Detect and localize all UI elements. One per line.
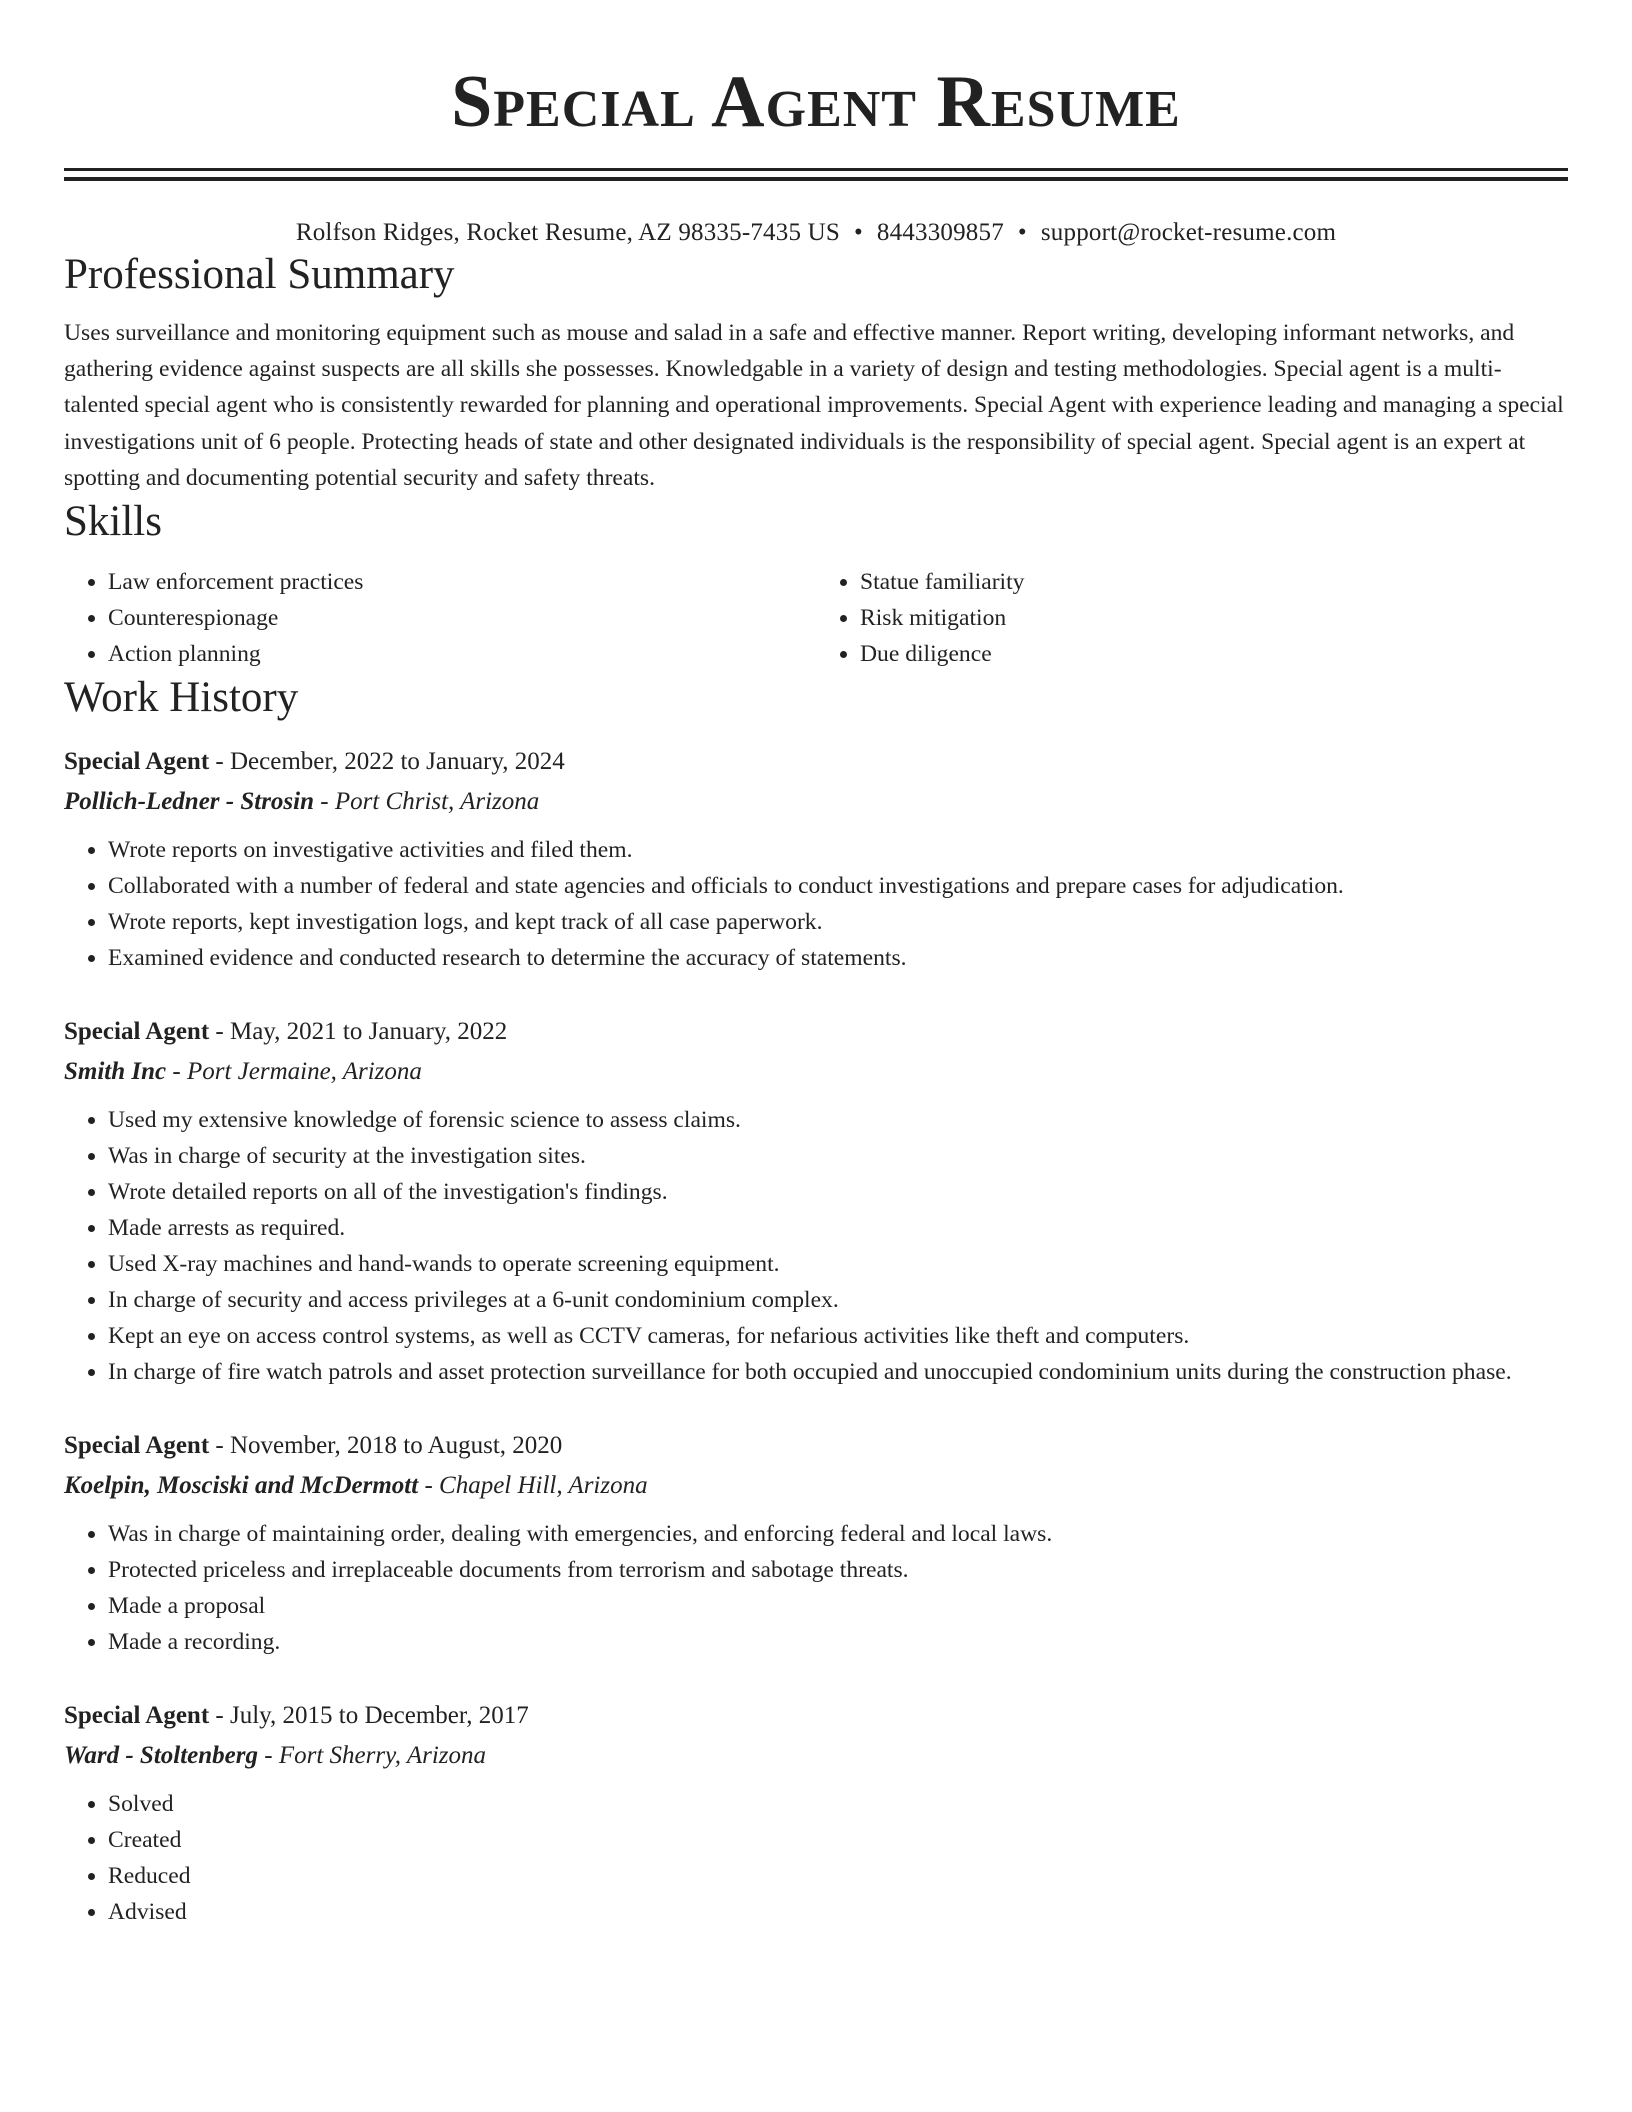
job-location: - Fort Sherry, Arizona (258, 1742, 487, 1770)
skill-item: • Action planning (108, 636, 816, 672)
skill-item: • Law enforcement practices (108, 564, 816, 600)
job-bullet: • Used my extensive knowledge of forensic science to assess claims. (108, 1102, 1568, 1138)
contact-address: Rolfson Ridges, Rocket Resume, AZ 98335-7435 US (295, 219, 840, 246)
contact-line (64, 217, 1568, 249)
job-bullet: • Wrote detailed reports on all of the investigation's findings. (108, 1174, 1568, 1210)
job-title-line (64, 1426, 1568, 1466)
job-bullet: • Wrote reports, kept investigation logs, and kept track of all case paperwork. (108, 904, 1568, 940)
job-company: Koelpin, Mosciski and McDermott (64, 1472, 419, 1500)
work-history-heading: Work History (64, 674, 299, 722)
job-dates: - May, 2021 to January, 2022 (209, 1018, 508, 1046)
job-bullets (64, 832, 1568, 976)
job-title: Special Agent (64, 1432, 210, 1460)
job-bullet: • Was in charge of security at the investigation sites. (108, 1138, 1568, 1174)
job-title: Special Agent (64, 1702, 210, 1730)
job-company: Ward - Stoltenberg (64, 1742, 258, 1770)
title-divider-thick (64, 177, 1568, 181)
job-bullet: • Made a proposal (108, 1588, 1568, 1624)
title-divider-thin (64, 168, 1568, 171)
job-title-line (64, 742, 1568, 782)
job-company: Smith Inc (64, 1058, 167, 1086)
job-dates: - July, 2015 to December, 2017 (209, 1702, 529, 1730)
job-bullet: • Collaborated with a number of federal and state agencies and officials to conduct investigations and prepare cases for adjudication. (108, 868, 1568, 904)
job-bullets (64, 1516, 1568, 1660)
job-entry (64, 742, 1568, 976)
skill-item: • Risk mitigation (860, 600, 1568, 636)
summary-text: Uses surveillance and monitoring equipment such as mouse and salad in a safe and effective manner. Report writing, developing informant networks, and gathering evidence against suspects are all skills she possesses. Knowledgable in a variety of design and testing methodologies. Special agent is a multi-talented special agent who is consistently rewarded for planning and operational improvements. Special Agent with experience leading and managing a special investigations unit of 6 people. Protecting heads of state and other designated individuals is the responsibility of special agent. Special agent is an expert at spotting and documenting potential security and safety threats. (64, 320, 1564, 491)
job-entry (64, 1696, 1568, 1930)
job-location: - Chapel Hill, Arizona (418, 1472, 648, 1500)
job-bullets (64, 1786, 1568, 1930)
job-bullet: • In charge of security and access privileges at a 6-unit condominium complex. (108, 1282, 1568, 1318)
job-entry (64, 1012, 1568, 1390)
job-bullet: • Used X-ray machines and hand-wands to operate screening equipment. (108, 1246, 1568, 1282)
skills-list (64, 564, 1568, 672)
job-bullet: • Created (108, 1822, 1568, 1858)
job-bullet: • Kept an eye on access control systems, as well as CCTV cameras, for nefarious activities like theft and computers. (108, 1318, 1568, 1354)
contact-phone: 8443309857 (876, 219, 1004, 246)
job-entry (64, 1426, 1568, 1660)
job-title: Special Agent (64, 748, 210, 776)
job-title: Special Agent (64, 1018, 210, 1046)
job-bullet: • Solved (108, 1786, 1568, 1822)
job-company-line (64, 1466, 1568, 1506)
job-location: - Port Christ, Arizona (314, 788, 540, 816)
skills-column-left (64, 564, 816, 672)
job-bullet: • In charge of fire watch patrols and asset protection surveillance for both occupied and unoccupied condominium units during the construction phase. (108, 1354, 1568, 1390)
skills-heading: Skills (64, 498, 162, 546)
contact-separator: • (853, 219, 863, 246)
contact-email: support@rocket-resume.com (1040, 219, 1337, 246)
job-bullet: • Made a recording. (108, 1624, 1568, 1660)
job-company-line (64, 782, 1568, 822)
resume-title: Special Agent Resume (451, 61, 1181, 143)
job-bullet: • Reduced (108, 1858, 1568, 1894)
job-bullet: • Examined evidence and conducted research to determine the accuracy of statements. (108, 940, 1568, 976)
job-company-line (64, 1736, 1568, 1776)
job-bullet: • Made arrests as required. (108, 1210, 1568, 1246)
contact-separator: • (1017, 219, 1027, 246)
job-company-line (64, 1052, 1568, 1092)
job-company: Pollich-Ledner - Strosin (64, 788, 315, 816)
summary-heading: Professional Summary (64, 251, 455, 298)
job-title-line (64, 1012, 1568, 1052)
job-title-line (64, 1696, 1568, 1736)
skills-column-right (816, 564, 1568, 672)
job-bullet: • Wrote reports on investigative activities and filed them. (108, 832, 1568, 868)
skill-item: • Counterespionage (108, 600, 816, 636)
job-bullet: • Was in charge of maintaining order, dealing with emergencies, and enforcing federal and local laws. (108, 1516, 1568, 1552)
skill-item: • Statue familiarity (860, 564, 1568, 600)
job-bullet: • Advised (108, 1894, 1568, 1930)
job-dates: - November, 2018 to August, 2020 (209, 1432, 563, 1460)
skill-item: • Due diligence (860, 636, 1568, 672)
job-bullet: • Protected priceless and irreplaceable documents from terrorism and sabotage threats. (108, 1552, 1568, 1588)
job-bullets (64, 1102, 1568, 1390)
job-dates: - December, 2022 to January, 2024 (209, 748, 565, 776)
job-location: - Port Jermaine, Arizona (166, 1058, 422, 1086)
